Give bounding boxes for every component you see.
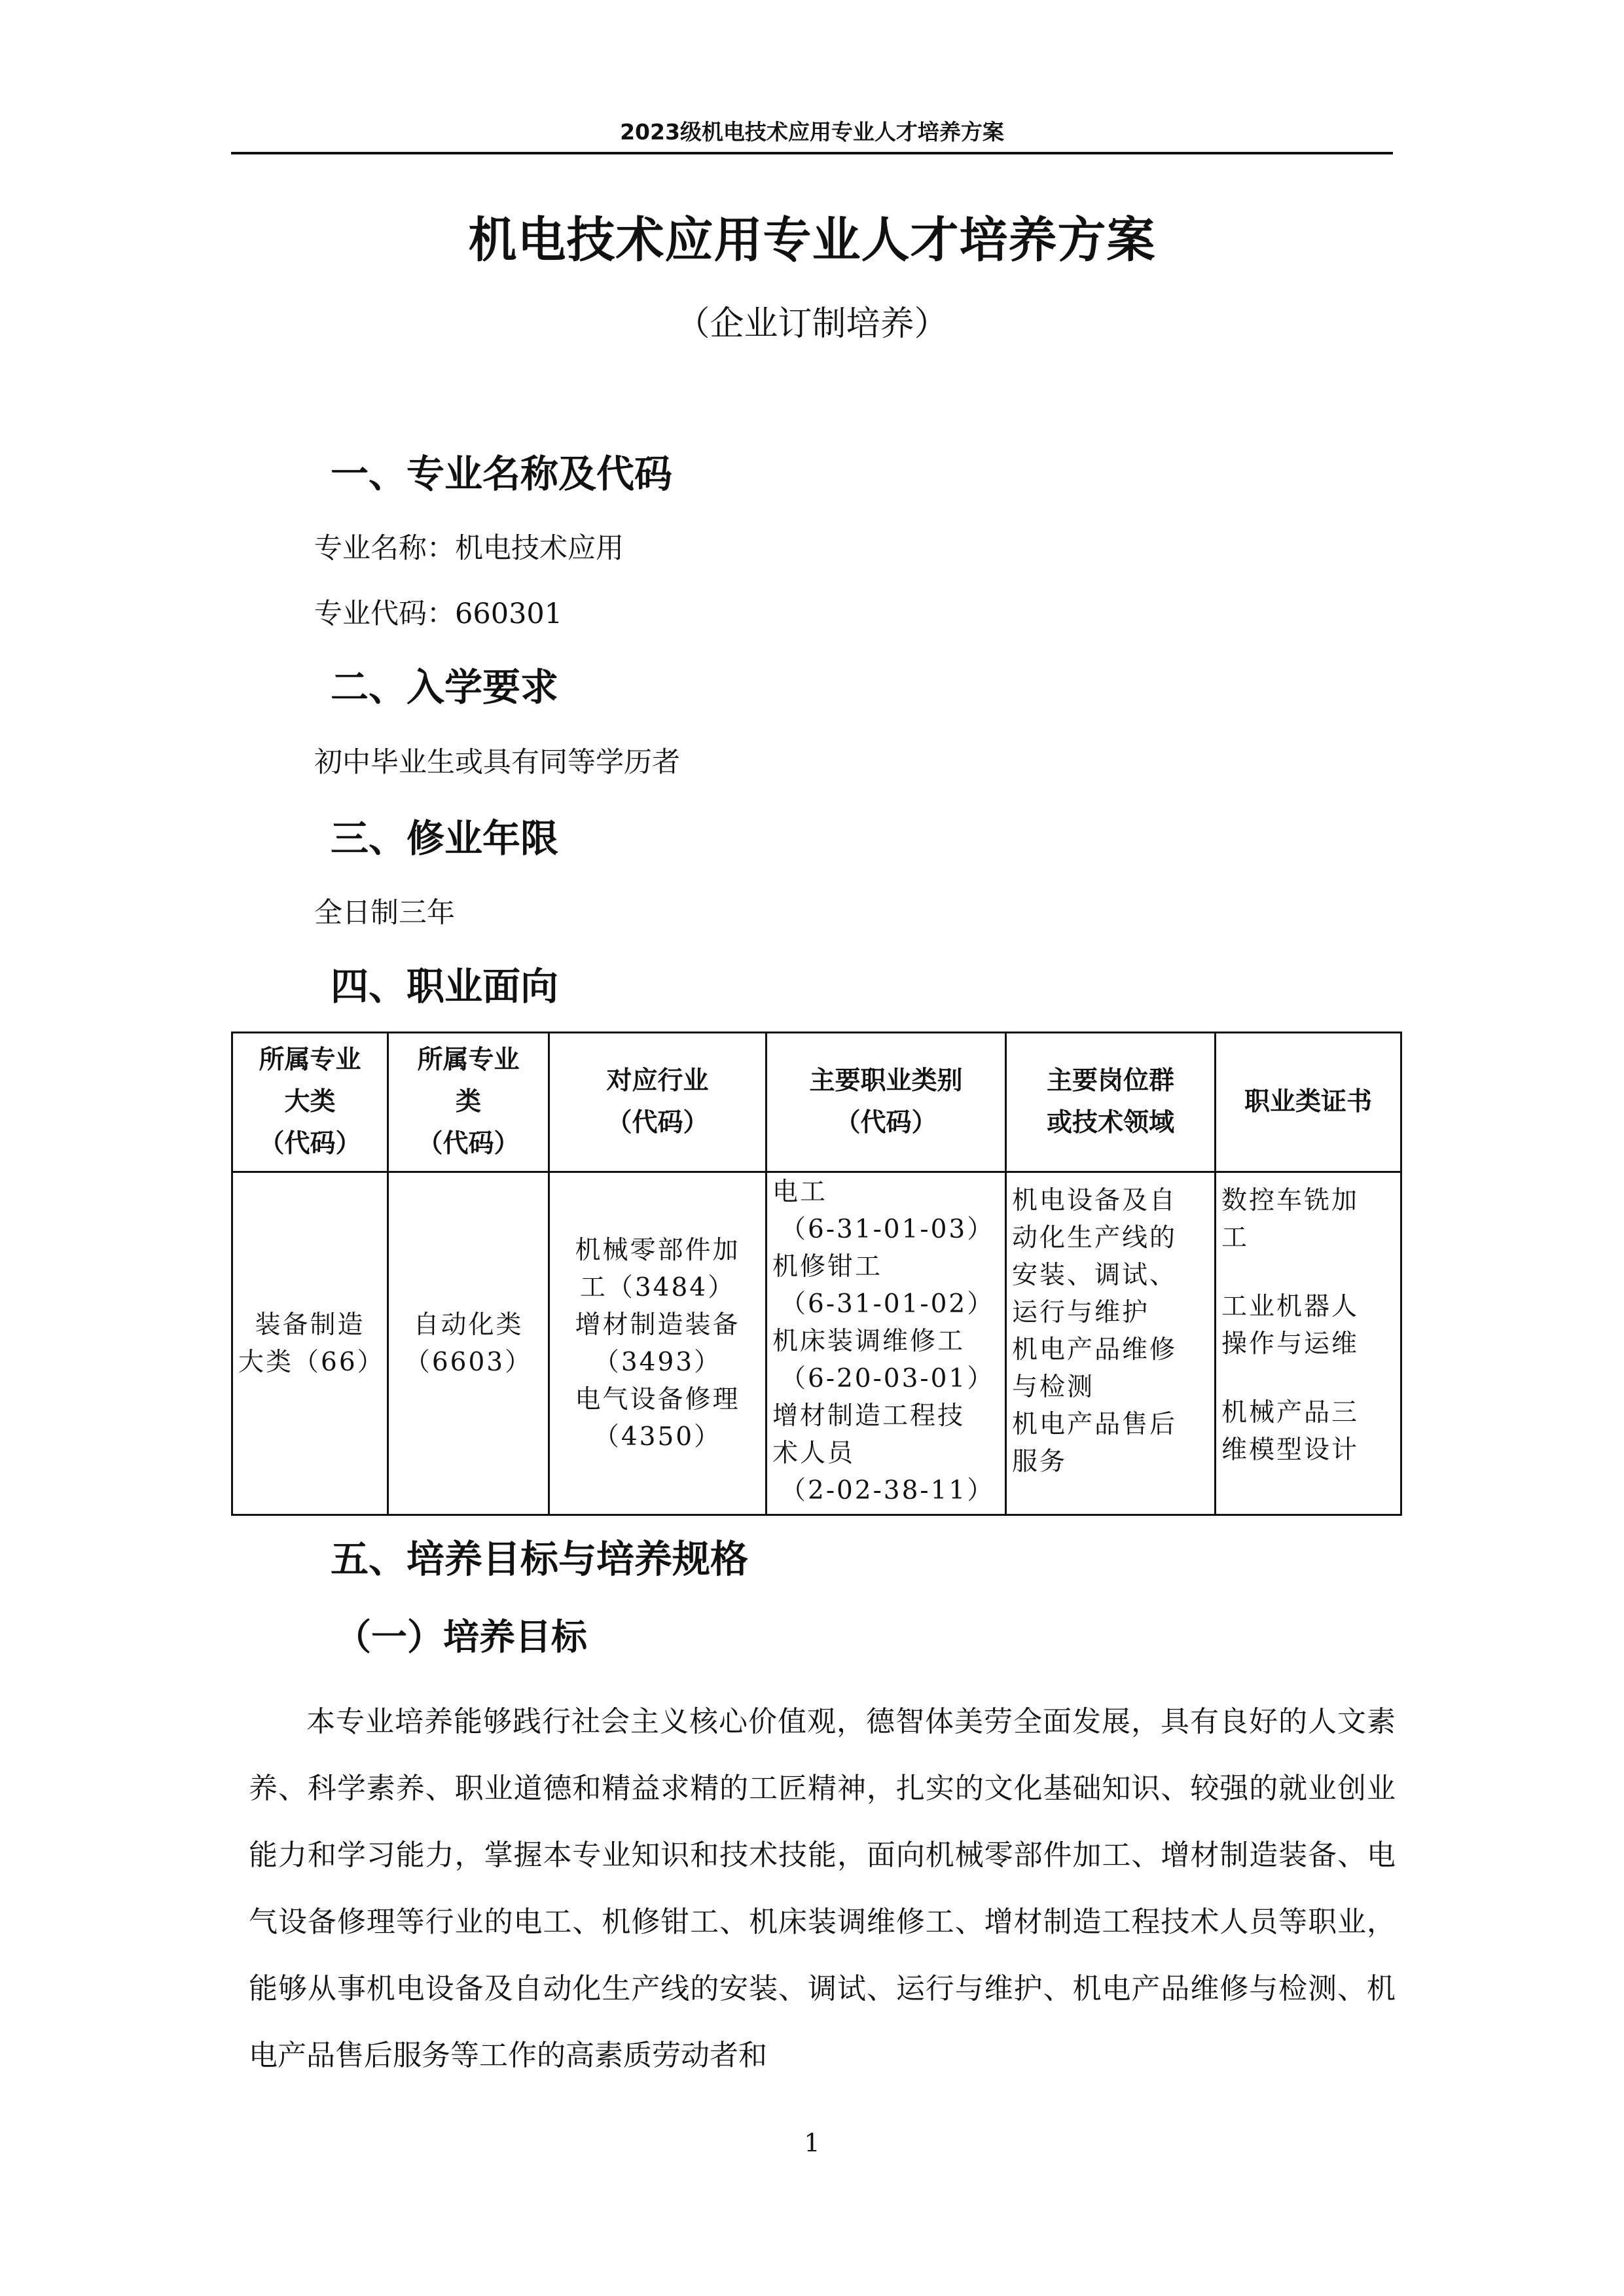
running-header: 2023级机电技术应用专业人才培养方案	[620, 119, 1004, 145]
document-title: 机电技术应用专业人才培养方案	[468, 212, 1156, 268]
header-divider	[231, 152, 1393, 154]
section-heading-3: 三、修业年限	[331, 816, 559, 861]
cell-positions: 机电设备及自 动化生产线的 安装、调试、 运行与维护 机电产品维修 与检测 机电产品售后 服务	[1006, 1172, 1216, 1515]
header-cell-certificates: 职业类证书	[1216, 1033, 1401, 1172]
header-cell-subcategory: 所属专业 类 （代码）	[388, 1033, 549, 1172]
header-cell-category: 所属专业 大类 （代码）	[232, 1033, 388, 1172]
subsection-heading-1: （一）培养目标	[335, 1616, 588, 1658]
cell-category: 装备制造 大类（66）	[232, 1172, 388, 1515]
vocation-table	[231, 1031, 1402, 1516]
major-code-line: 专业代码：660301	[314, 598, 563, 630]
duration-text: 全日制三年	[314, 897, 455, 929]
cell-subcategory: 自动化类 （6603）	[388, 1172, 549, 1515]
table-header-row	[232, 1033, 1401, 1172]
table-row	[232, 1172, 1401, 1515]
admission-text: 初中毕业生或具有同等学历者	[314, 746, 680, 779]
document-subtitle: （企业订制培养）	[676, 304, 948, 344]
cell-occupation: 电工 （6-31-01-03） 机修钳工 （6-31-01-02） 机床装调维修工 （6-20-03-01） 增材制造工程技 术人员 （2-02-38-11）	[767, 1172, 1006, 1515]
section-heading-4: 四、职业面向	[331, 964, 559, 1009]
training-goal-paragraph: 本专业培养能够践行社会主义核心价值观，德智体美劳全面发展，具有良好的人文素养、科学素养、职业道德和精益求精的工匠精神，扎实的文化基础知识、较强的就业创业能力和学习能力，掌握本专业知识和技术技能，面向机械零部件加工、增材制造装备、电气设备修理等行业的电工、机修钳工、机床装调维修工、增材制造工程技术人员等职业，能够从事机电设备及自动化生产线的安装、调试、运行与维护、机电产品维修与检测、机电产品售后服务等工作的高素质劳动者和	[249, 1705, 1396, 2072]
section-heading-2: 二、入学要求	[331, 665, 559, 709]
header-cell-positions: 主要岗位群 或技术领域	[1006, 1033, 1216, 1172]
section-heading-1: 一、专业名称及代码	[331, 452, 673, 496]
header-cell-industry: 对应行业 （代码）	[549, 1033, 767, 1172]
major-name-line: 专业名称：机电技术应用	[314, 532, 624, 565]
header-cell-occupation: 主要职业类别 （代码）	[767, 1033, 1006, 1172]
page-number: 1	[804, 2128, 820, 2157]
cell-certificates: 数控车铣加 工 工业机器人 操作与运维 机械产品三 维模型设计	[1216, 1172, 1401, 1515]
section-heading-5: 五、培养目标与培养规格	[331, 1537, 749, 1581]
cell-industry: 机械零部件加 工（3484） 增材制造装备 （3493） 电气设备修理 （4350）	[549, 1172, 767, 1515]
